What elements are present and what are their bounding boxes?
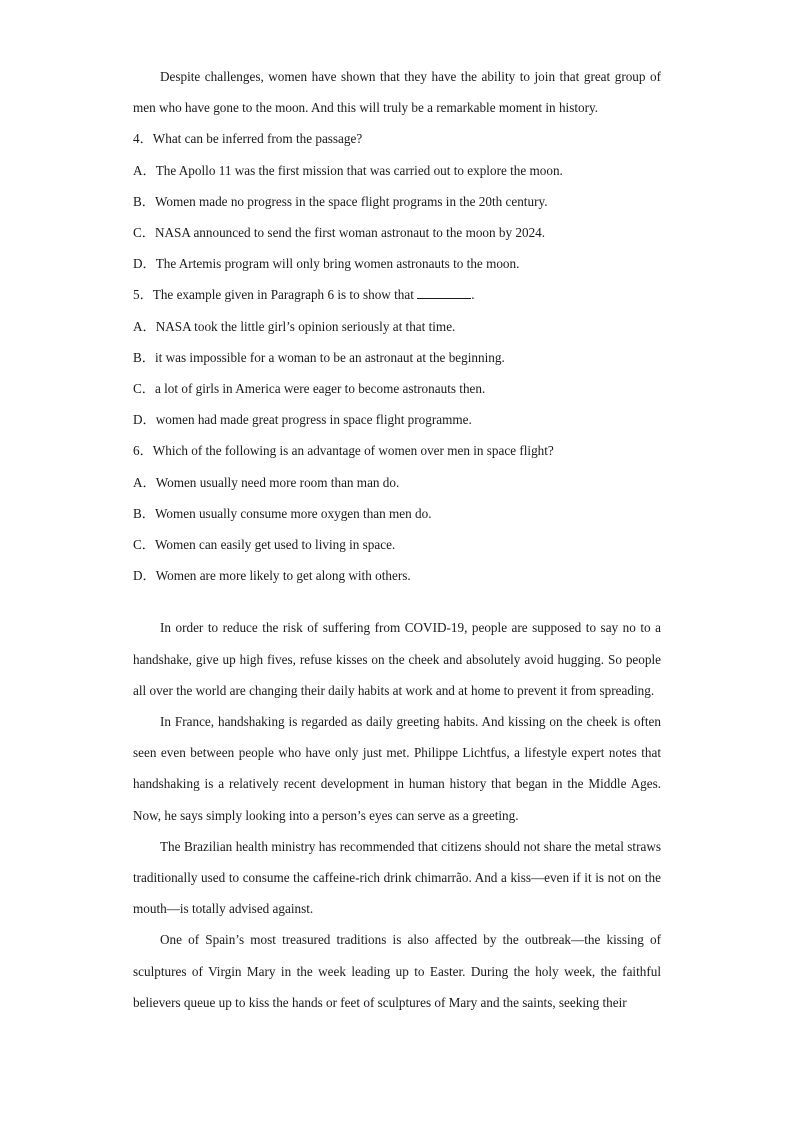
question-4-option-a: A．The Apollo 11 was the first mission that was carried out to explore the moon. [133,162,563,178]
passage2-paragraph-1: In order to reduce the risk of suffering from COVID-19, people are supposed to say no to a handshake, give up high fives, refuse kisses on the cheek and absolutely avoid hugging. So people all over the world are changing their daily habits at work and at home to prevent it from spreading. [133,620,661,698]
question-6-option-d: D．Women are more likely to get along with others. [133,568,411,584]
question-5-option-a: A．NASA took the little girl’s opinion seriously at that time. [133,318,456,334]
passage2-paragraph-2: In France, handshaking is regarded as daily greeting habits. And kissing on the cheek is often seen even between people who have only just met. Philippe Lichtfus, a lifestyle expert notes that handshaking is a relatively recent development in human history that began in the Middle Ages. Now, he says simply looking into a person’s eyes can serve as a greeting. [133,714,661,823]
question-4-option-d: D．The Artemis program will only bring women astronauts to the moon. [133,256,520,272]
question-5-option-c: C．a lot of girls in America were eager to become astronauts then. [133,381,486,397]
question-5-stem-text: 5．The example given in Paragraph 6 is to show that [133,287,414,303]
passage2-paragraph-3: The Brazilian health ministry has recommended that citizens should not share the metal straws traditionally used to consume the caffeine-rich drink chimarrão. And a kiss—even if it is not on the mouth—is totally advised against. [133,838,661,917]
question-5-stem-end: . [471,287,475,303]
question-6-option-a: A．Women usually need more room than man do. [133,474,400,490]
question-4-option-b: B．Women made no progress in the space flight programs in the 20th century. [133,193,548,209]
passage1-ending: Despite challenges, women have shown that they have the ability to join that great group of men who have gone to the moon. And this will truly be a remarkable moment in history. [133,69,661,116]
question-5-stem [133,279,661,310]
question-6-option-b: B．Women usually consume more oxygen than men do. [133,505,432,521]
question-5-option-b: B．it was impossible for a woman to be an astronaut at the beginning. [133,349,505,365]
question-4-stem: 4．What can be inferred from the passage? [133,131,363,147]
document-page [133,61,661,1018]
section-gap [133,591,661,612]
question-4-option-c: C．NASA announced to send the first woman astronaut to the moon by 2024. [133,225,546,241]
question-6-option-c: C．Women can easily get used to living in space. [133,537,396,553]
question-5-option-d: D．women had made great progress in space flight programme. [133,412,472,428]
answer-blank [417,286,471,299]
question-6-stem: 6．Which of the following is an advantage of women over men in space flight? [133,443,554,459]
passage2-paragraph-4: One of Spain’s most treasured traditions is also affected by the outbreak—the kissing of sculptures of Virgin Mary in the week leading up to Easter. During the holy week, the faithful believers queue up to kiss the hands or feet of sculptures of Mary and the saints, seeking their [133,932,661,1010]
